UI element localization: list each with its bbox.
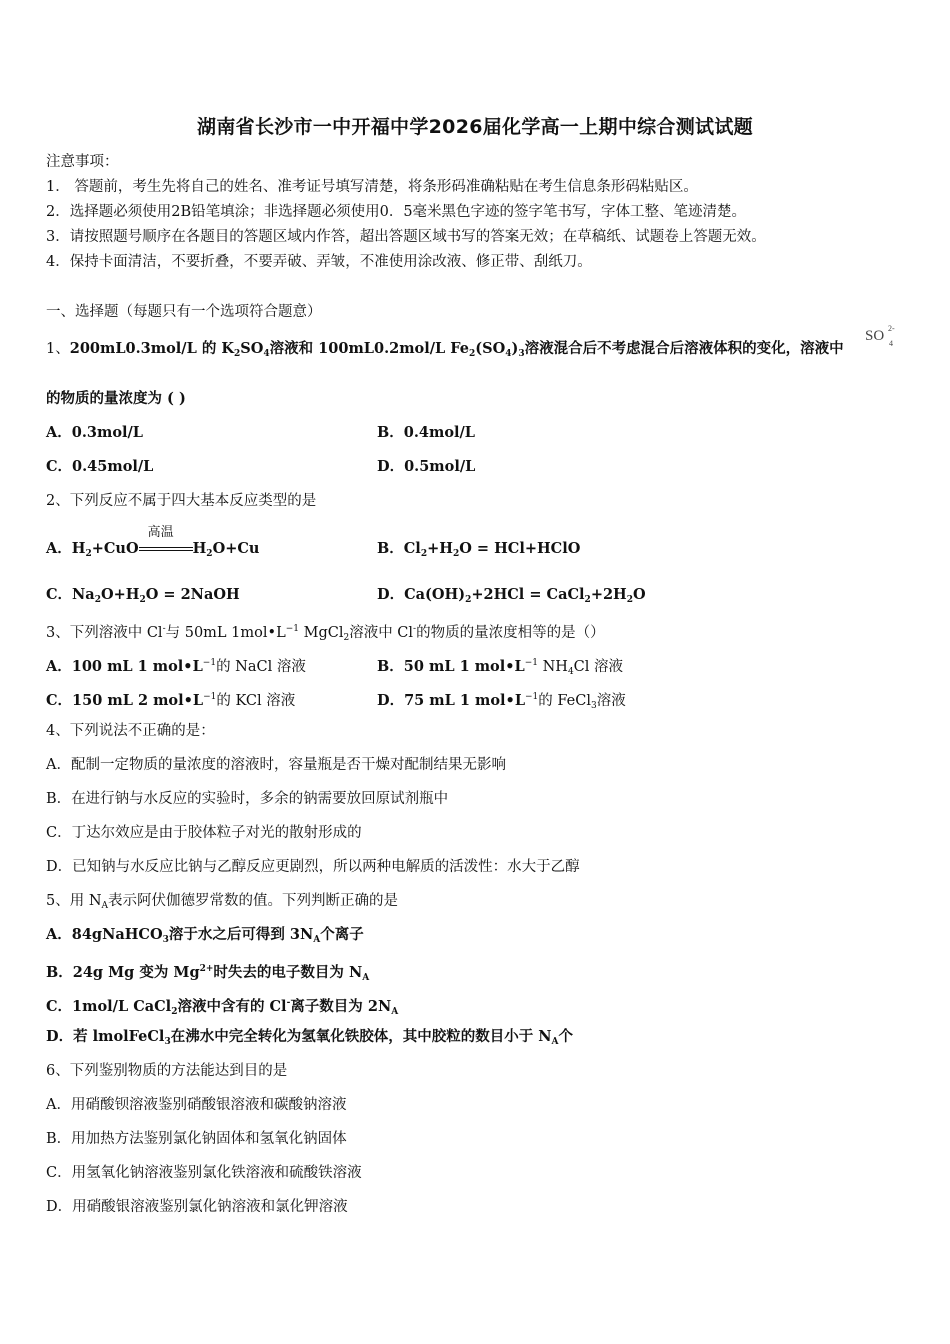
- option-c[interactable]: C．1mol/L CaCl$_2$溶液中含有的 Cl-离子数目为 $2N_A$: [46, 998, 399, 1017]
- option-a[interactable]: A．配制一定物质的量浓度的溶液时，容量瓶是否干燥对配制结果无影响: [46, 757, 506, 773]
- option-c[interactable]: C．丁达尔效应是由于胶体粒子对光的散射形成的: [46, 825, 362, 841]
- question-stem-continued: 的物质的量浓度为 ( ): [46, 390, 186, 407]
- notice-item: 3．请按照题号顺序在各题目的答题区域内作答，超出答题区域书写的答案无效；在草稿纸、试题卷上答题无效。: [46, 229, 766, 245]
- option-a[interactable]: A．0.3mol/L: [46, 424, 143, 441]
- option-b[interactable]: B．$Cl_2+H_2O$ = HCl+HClO: [377, 540, 581, 559]
- option-b[interactable]: B．50 mL 1 $mol•L^{-1}$ $NH_4Cl$ 溶液: [377, 658, 624, 677]
- notice-item: 4．保持卡面清洁，不要折叠，不要弄破、弄皱，不准使用涂改液、修正带、刮纸刀。: [46, 254, 592, 270]
- option-d[interactable]: D．$Ca(OH)_2+2HCl$ = $CaCl_2+2H_2O$: [377, 586, 646, 605]
- section-heading: 一、选择题（每题只有一个选项符合题意）: [46, 304, 322, 320]
- question-stem: 2、下列反应不属于四大基本反应类型的是: [46, 493, 317, 509]
- reaction-condition: 高温: [139, 539, 193, 559]
- option-b[interactable]: B．24g Mg 变为 $Mg^{2+}$时失去的电子数目为 $N_A$: [46, 964, 370, 983]
- option-b[interactable]: B．在进行钠与水反应的实验时，多余的钠需要放回原试剂瓶中: [46, 791, 449, 807]
- page-title: 湖南省长沙市一中开福中学2026届化学高一上期中综合测试试题: [197, 116, 753, 138]
- option-d[interactable]: D．若 lmolFeCl$_3$在沸水中完全转化为氢氧化铁胶体，其中胶粒的数目小于 $N_A$个: [46, 1028, 573, 1047]
- sulfate-ion-formula: SO 2- 4: [865, 324, 895, 348]
- option-c[interactable]: C．$Na_2O+H_2O$ = 2NaOH: [46, 586, 240, 605]
- question-stem: 4、下列说法不正确的是：: [46, 723, 215, 739]
- question-stem: 3、下列溶液中 Cl-与 50mL $1mol•L^{-1}$ MgCl$_2$溶液中 Cl-的物质的量浓度相等的是（）: [46, 624, 605, 643]
- notice-item: 1． 答题前，考生先将自己的姓名、准考证号填写清楚，将条形码准确粘贴在考生信息条形码粘贴区。: [46, 179, 698, 195]
- option-d[interactable]: D．0.5mol/L: [377, 458, 476, 475]
- option-c[interactable]: C．0.45mol/L: [46, 458, 154, 475]
- option-a[interactable]: A．$H_2+CuO$ 高温 $H_2O+Cu$: [46, 525, 260, 559]
- option-a[interactable]: A．用硝酸钡溶液鉴别硝酸银溶液和碳酸钠溶液: [46, 1097, 347, 1113]
- option-b[interactable]: B．用加热方法鉴别氯化钠固体和氢氧化钠固体: [46, 1131, 347, 1147]
- option-d[interactable]: D．用硝酸银溶液鉴别氯化钠溶液和氯化钾溶液: [46, 1199, 348, 1215]
- option-c[interactable]: C．用氢氧化钠溶液鉴别氯化铁溶液和硫酸铁溶液: [46, 1165, 362, 1181]
- option-d[interactable]: D．75 mL 1 $mol•L^{-1}$的 FeCl$_3$溶液: [377, 692, 626, 711]
- question-stem: 6、下列鉴别物质的方法能达到目的是: [46, 1063, 288, 1079]
- option-d[interactable]: D．已知钠与水反应比钠与乙醇反应更剧烈，所以两种电解质的活泼性：水大于乙醇: [46, 859, 580, 875]
- option-c[interactable]: C．150 mL 2 $mol•L^{-1}$的 KCl 溶液: [46, 692, 296, 709]
- option-a[interactable]: A．100 mL 1 $mol•L^{-1}$的 NaCl 溶液: [46, 658, 306, 675]
- notice-heading: 注意事项：: [46, 154, 119, 170]
- notice-item: 2．选择题必须使用2B铅笔填涂；非选择题必须使用0．5毫米黑色字迹的签字笔书写，字体工整、笔迹清楚。: [46, 204, 747, 220]
- question-stem: 5、用 $N_A$表示阿伏伽德罗常数的值。下列判断正确的是: [46, 893, 399, 911]
- question-stem: 1、200mL0.3mol/L 的 $K_2SO_4$溶液和 100mL0.2mol/L $Fe_2(SO_4)_3$溶液混合后不考虑混合后溶液体积的变化，溶液中: [46, 340, 844, 359]
- option-b[interactable]: B．0.4mol/L: [377, 424, 475, 441]
- option-a[interactable]: A．84gNaHCO$_3$溶于水之后可得到 $3N_A$个离子: [46, 926, 364, 945]
